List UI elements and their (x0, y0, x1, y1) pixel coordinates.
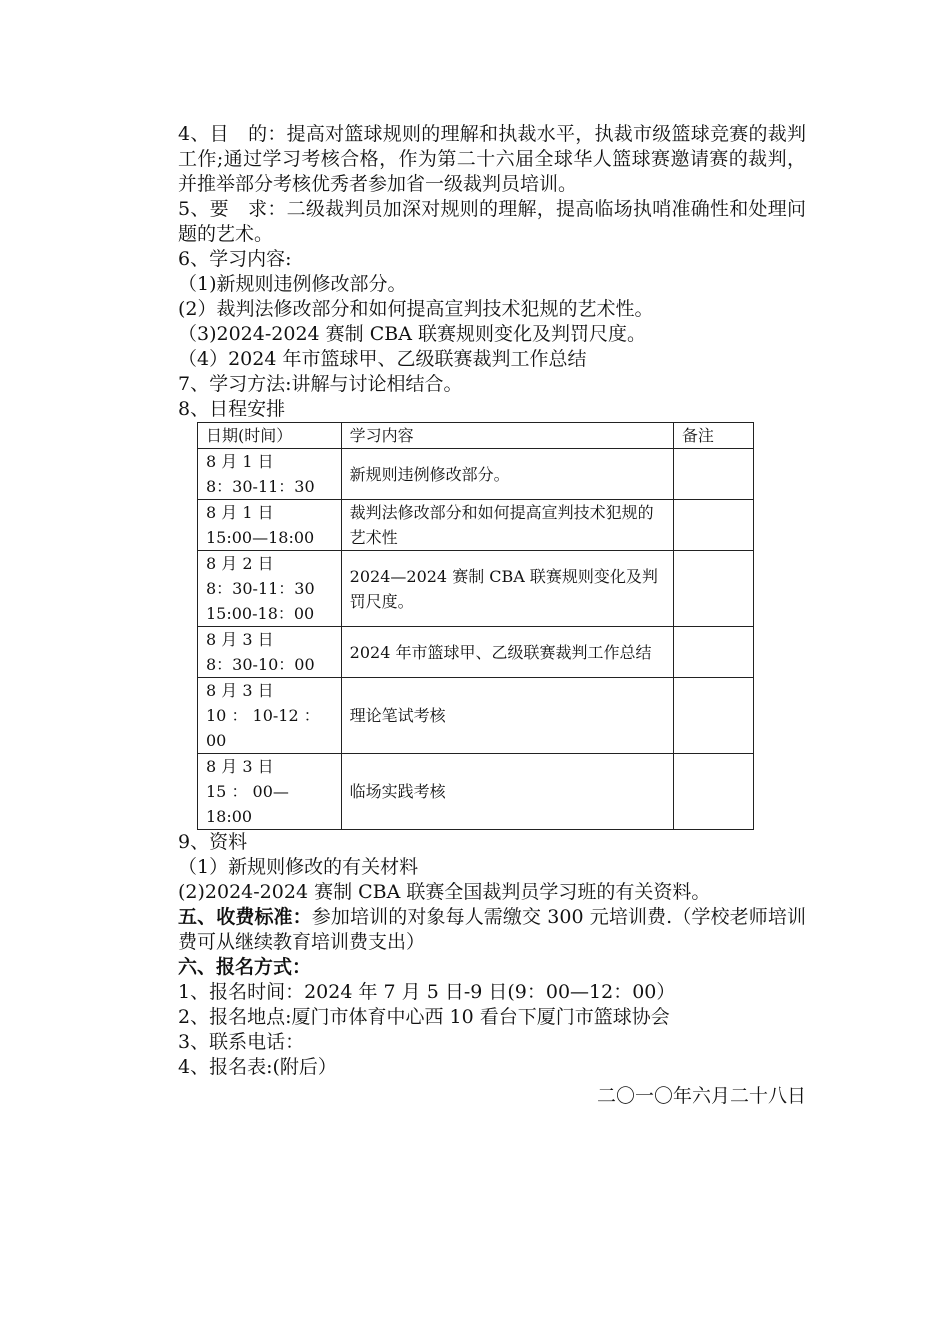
table-row (198, 551, 754, 627)
header-date: 日期(时间） (198, 423, 342, 449)
item-8-heading: 8、日程安排 (178, 398, 286, 420)
item-4-purpose: 4、目 的：提高对篮球规则的理解和执裁水平，执裁市级篮球竞赛的裁判工作;通过学习考核合格，作为第二十六届全球华人篮球赛邀请赛的裁判，并推举部分考核优秀者参加省一级裁判员培训。 (178, 123, 806, 195)
document-page (178, 122, 806, 1109)
date-line: 15:00—18:00 (206, 528, 315, 547)
item-9-heading: 9、资料 (178, 831, 248, 853)
table-row (198, 449, 754, 500)
item-6-3: （3)2024-2024 赛制 CBA 联赛规则变化及判罚尺度。 (178, 323, 646, 345)
registration-place: 2、报名地点:厦门市体育中心西 10 看台下厦门市篮球协会 (178, 1006, 670, 1028)
date-line: 8 月 3 日 (206, 681, 274, 700)
header-note: 备注 (673, 423, 753, 449)
item-6-2: (2）裁判法修改部分和如何提高宣判技术犯规的艺术性。 (178, 298, 654, 320)
row-content: 理论笔试考核 (341, 678, 673, 754)
registration-heading: 六、报名方式： (178, 956, 312, 978)
registration-form: 4、报名表:(附后） (178, 1056, 337, 1078)
row-content: 2024 年市篮球甲、乙级联赛裁判工作总结 (341, 627, 673, 678)
row-content: 临场实践考核 (341, 754, 673, 830)
table-row (198, 678, 754, 754)
date-line: 8：30-11：30 (206, 579, 315, 598)
row-note (673, 500, 753, 551)
item-6-4: （4）2024 年市篮球甲、乙级联赛裁判工作总结 (178, 348, 587, 370)
date-line: 10 ： 10-12 ： (206, 706, 320, 725)
registration-phone: 3、联系电话： (178, 1031, 305, 1053)
table-row (198, 627, 754, 678)
fee-heading: 五、收费标准： (178, 906, 312, 928)
item-5-requirements: 5、要 求：二级裁判员加深对规则的理解，提高临场执哨准确性和处理问题的艺术。 (178, 198, 806, 245)
date-line: 8 月 3 日 (206, 630, 274, 649)
row-note (673, 754, 753, 830)
item-6-1: （1)新规则违例修改部分。 (178, 273, 407, 295)
item-9-2: (2)2024-2024 赛制 CBA 联赛全国裁判员学习班的有关资料。 (178, 881, 711, 903)
row-date (198, 678, 342, 754)
signature-date: 二〇一〇年六月二十八日 (596, 1085, 806, 1107)
date-line: 8 月 3 日 (206, 757, 274, 776)
item-7-method: 7、学习方法:讲解与讨论相结合。 (178, 373, 463, 395)
item-9-1: （1）新规则修改的有关材料 (178, 856, 419, 878)
row-date (198, 551, 342, 627)
schedule-header-row (198, 423, 754, 449)
date-line: 8：30-10：00 (206, 655, 315, 674)
row-content: 新规则违例修改部分。 (341, 449, 673, 500)
row-note (673, 678, 753, 754)
fee-section (178, 905, 806, 955)
date-line: 8 月 1 日 (206, 503, 274, 522)
row-note (673, 551, 753, 627)
date-line: 8 月 2 日 (206, 554, 274, 573)
registration-time: 1、报名时间：2024 年 7 月 5 日-9 日(9：00—12：00） (178, 981, 676, 1003)
header-content: 学习内容 (341, 423, 673, 449)
row-date (198, 754, 342, 830)
fee-text: 参加培训的对象每人需缴交 300 元培训费.（学校老师培训费可从继续教育培训费支出） (178, 906, 806, 953)
row-date (198, 500, 342, 551)
row-note (673, 627, 753, 678)
date-line: 8 月 1 日 (206, 452, 274, 471)
date-line: 15 ： 00— (206, 782, 289, 801)
row-content: 裁判法修改部分和如何提高宣判技术犯规的艺术性 (341, 500, 673, 551)
date-line: 18:00 (206, 807, 253, 826)
schedule-table (197, 422, 754, 830)
date-line: 15:00-18：00 (206, 604, 315, 623)
table-row (198, 500, 754, 551)
table-row (198, 754, 754, 830)
row-date (198, 627, 342, 678)
date-line: 00 (206, 731, 227, 750)
row-content: 2024—2024 赛制 CBA 联赛规则变化及判罚尺度。 (341, 551, 673, 627)
row-date (198, 449, 342, 500)
item-6-heading: 6、学习内容: (178, 248, 292, 270)
row-note (673, 449, 753, 500)
date-line: 8：30-11：30 (206, 477, 315, 496)
